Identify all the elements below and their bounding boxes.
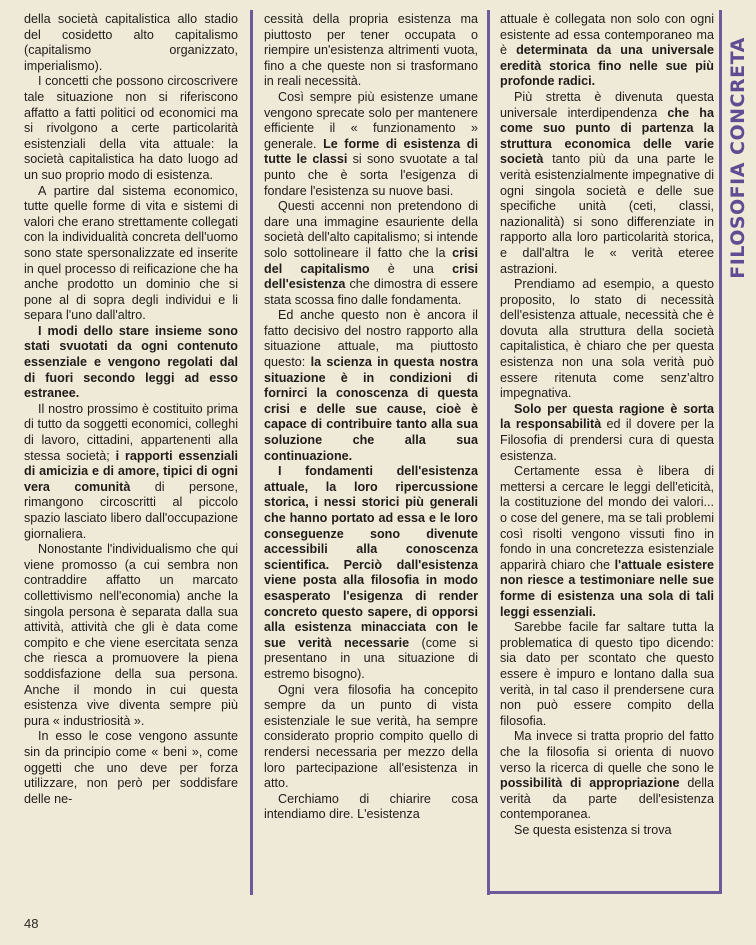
paragraph xyxy=(500,402,714,464)
paragraph xyxy=(24,324,238,402)
text-run: Se questa esistenza si trova xyxy=(514,822,672,837)
column-bottom-rule xyxy=(487,891,722,894)
section-title-text: FILOSOFIA CONCRETA xyxy=(727,36,749,279)
paragraph xyxy=(24,402,238,542)
text-run: ed il dovere per la Filosofia di prendersi cura di questa esistenza. xyxy=(500,417,714,463)
text-column-3 xyxy=(500,12,714,900)
text-run: di persone, rimangono circoscritti al piccolo spazio lasciato libero dall'occupazione giornaliera. xyxy=(24,479,238,541)
paragraph xyxy=(24,12,238,74)
text-run: Sarebbe facile far saltare tutta la problematica di questo tipo dicendo: sia dato per scontato che questo essere è impuro e lontano dalla sua verità, in tal caso il prendersene cura non può essere compito della filosofia. xyxy=(500,620,714,728)
text-run: della verità da parte dell'esistenza contemporanea. xyxy=(500,776,714,822)
bold-text-run: I modi dello stare insieme sono stati svuotati da ogni contenuto essenziale e vengono regolati dal di fuori secondo leggi ad esso estranee. xyxy=(24,323,238,401)
text-run: Ma invece si tratta proprio del fatto che la filosofia si orienta di nuovo verso la ricerca di quelle che sono le xyxy=(500,729,714,775)
paragraph xyxy=(264,90,478,199)
text-run: tanto più da una parte le verità esistenzialmente impegnative di ogni singola società e delle sue specifiche unità (ceti, classi, nazionalità) si sono differenziate in rapporto alla loro particolarità storica, e dall'altra le « verità eteree astrazioni. xyxy=(500,152,714,276)
paragraph xyxy=(264,792,478,823)
text-column-1 xyxy=(24,12,238,900)
paragraph xyxy=(500,823,714,839)
text-run: Ed anche questo non è ancora il fatto decisivo del nostro rapporto alla situazione attuale, ma piuttosto questo: xyxy=(264,308,478,370)
paragraph xyxy=(500,729,714,823)
paragraph xyxy=(264,199,478,308)
paragraph xyxy=(264,464,478,682)
text-run: A partire dal sistema economico, tutte quelle forme di vita e sistemi di valori che erano strettamente collegati con la individualità concreta dell'uomo sono state spersonalizzate ed inserite in quel processo di reificazione che ha anche prodotto un dominio che si pone al di sopra degli individui e li separa l'uno dall'altro. xyxy=(24,183,238,323)
bold-text-run: crisi del capitalismo xyxy=(264,245,478,276)
paragraph xyxy=(500,464,714,620)
bold-text-run: i rapporti essenziali di amicizia e di amore, tipici di ogni vera comunità xyxy=(24,448,238,494)
paragraph xyxy=(500,90,714,277)
text-run: Il nostro prossimo è costituito prima di tutto da soggetti economici, colleghi di lavoro, cittadini, appartenenti alla stessa società; xyxy=(24,401,238,463)
bold-text-run: Le forme di esistenza di tutte le classi xyxy=(264,136,478,167)
text-run: Ogni vera filosofia ha concepito sempre da un punto di vista esistenziale le sue verità, ha sempre considerato proprio compito quello di rendersi necessaria per mezzo della loro partecipazione all'esistenza in atto. xyxy=(264,682,478,791)
text-run: Certamente essa è libera di mettersi a cercare le leggi dell'eticità, la costituzione del mondo dei valori... o cose del genere, ma se tali problemi così risolti vengono vissuti fino in fondo in una concretezza esistenziale apparirà chiaro che xyxy=(500,464,714,572)
paragraph xyxy=(24,74,238,183)
paragraph xyxy=(264,683,478,792)
text-run: Questi accenni non pretendono di dare una immagine esauriente della società dell'alto capitalismo; si intende solo sottolineare il fatto che la xyxy=(264,199,478,260)
section-title-vertical xyxy=(723,25,753,290)
text-run: I concetti che possono circoscrivere tale situazione non si riferiscono affatto a fatti politici od economici ma si rivolgono a certe particolarità esistenziali della vita attuale: la società capitalistica ha dato luogo ad un suo proprio modo di esistenza. xyxy=(24,74,238,182)
bold-text-run: crisi dell'esistenza xyxy=(264,261,478,292)
text-run: si sono svuotate a tal punto che è sorta l'esigenza di fondare l'esistenza su nuove basi. xyxy=(264,152,478,198)
text-run: (come si presentano in una situazione di estremo bisogno). xyxy=(264,635,478,681)
text-run: In esso le cose vengono assunte sin da principio come « beni », come oggetti che uno deve per forza utilizzare, non però per soddisfare delle ne- xyxy=(24,729,238,806)
bold-text-run: la scienza in questa nostra situazione è in condizioni di fornirci la conoscenza di questa crisi e delle sue cause, cioè è capace di contribuire tanto alla sua soluzione che alla sua continuazione. xyxy=(264,355,478,463)
bold-text-run: che ha come suo punto di partenza la struttura economica delle varie società xyxy=(500,105,714,167)
paragraph xyxy=(500,620,714,729)
text-run: è una xyxy=(369,261,453,276)
paragraph xyxy=(24,729,238,807)
text-run: Cerchiamo di chiarire cosa intendiamo dire. L'esistenza xyxy=(264,791,478,822)
column-divider-2 xyxy=(487,10,490,895)
text-run: attuale è collegata non solo con ogni esistente ad essa contemporaneo ma è xyxy=(500,12,714,58)
paragraph xyxy=(500,277,714,402)
bold-text-run: determinata da una universale eredità storica fino nelle sue più profonde radici. xyxy=(500,43,714,89)
paragraph xyxy=(500,12,714,90)
column-divider-1 xyxy=(250,10,253,895)
text-run: Così sempre più esistenze umane vengono sprecate solo per mantenere efficiente il « funzionamento » generale. xyxy=(264,89,478,151)
text-run: Prendiamo ad esempio, a questo proposito, lo stato di necessità dell'esistenza attuale, necessità che è dovuta alla struttura della società capitalistica, è chiaro che per questa esistenza non una sola verità può essere ritenuta come senz'altro impegnativa. xyxy=(500,277,714,401)
paragraph xyxy=(24,542,238,729)
section-edge-rule xyxy=(719,10,722,892)
paragraph xyxy=(264,12,478,90)
bold-text-run: l'attuale esistere non riesce a testimoniare nelle sue forme di esistenza una sola di tali leggi essenziali. xyxy=(500,557,714,619)
bold-text-run: I fondamenti dell'esistenza attuale, la loro ripercussione storica, i nessi storici più generali che hanno portato ad essa e le loro conseguenze sono divenute accessibili alla conoscenza scientifica. Perciò dall'esistenza viene posta alla filosofia in modo esasperato l'esigenza di render concreto questo sapere, di opporsi alla esistenza minacciata con le sue verità necessarie xyxy=(264,464,478,650)
bold-text-run: possibilità di appropriazione xyxy=(500,776,680,791)
bold-text-run: Solo per questa ragione è sorta la responsabilità xyxy=(500,401,714,432)
text-run: della società capitalistica allo stadio del cosidetto alto capitalismo (capitalismo organizzato, imperialismo). xyxy=(24,12,238,73)
text-run: che dimostra di essere stata scossa fino dalle fondamenta. xyxy=(264,277,478,307)
text-run: cessità della propria esistenza ma piuttosto per tener occupata o riempire un'esistenza altrimenti vuota, fino a che queste non si trasformano in reali necessità. xyxy=(264,12,478,89)
text-column-2 xyxy=(264,12,478,900)
page-number: 48 xyxy=(24,916,39,931)
text-run: Nonostante l'individualismo che qui viene promosso (a cui sembra non contraddire affatto un marcato collettivismo nell'economia) anche la singola persona è separata dalla sua attività, attività che gli è data come compito e che viene esercitata senza che riesca a promuovere la piena soddisfazione della sua persona. Anche il mondo in cui questa esistenza vive diventa sempre più pura « industriosità ». xyxy=(24,542,238,728)
paragraph xyxy=(24,184,238,324)
paragraph xyxy=(264,308,478,464)
text-run: Più stretta è divenuta questa universale interdipendenza xyxy=(500,89,714,120)
